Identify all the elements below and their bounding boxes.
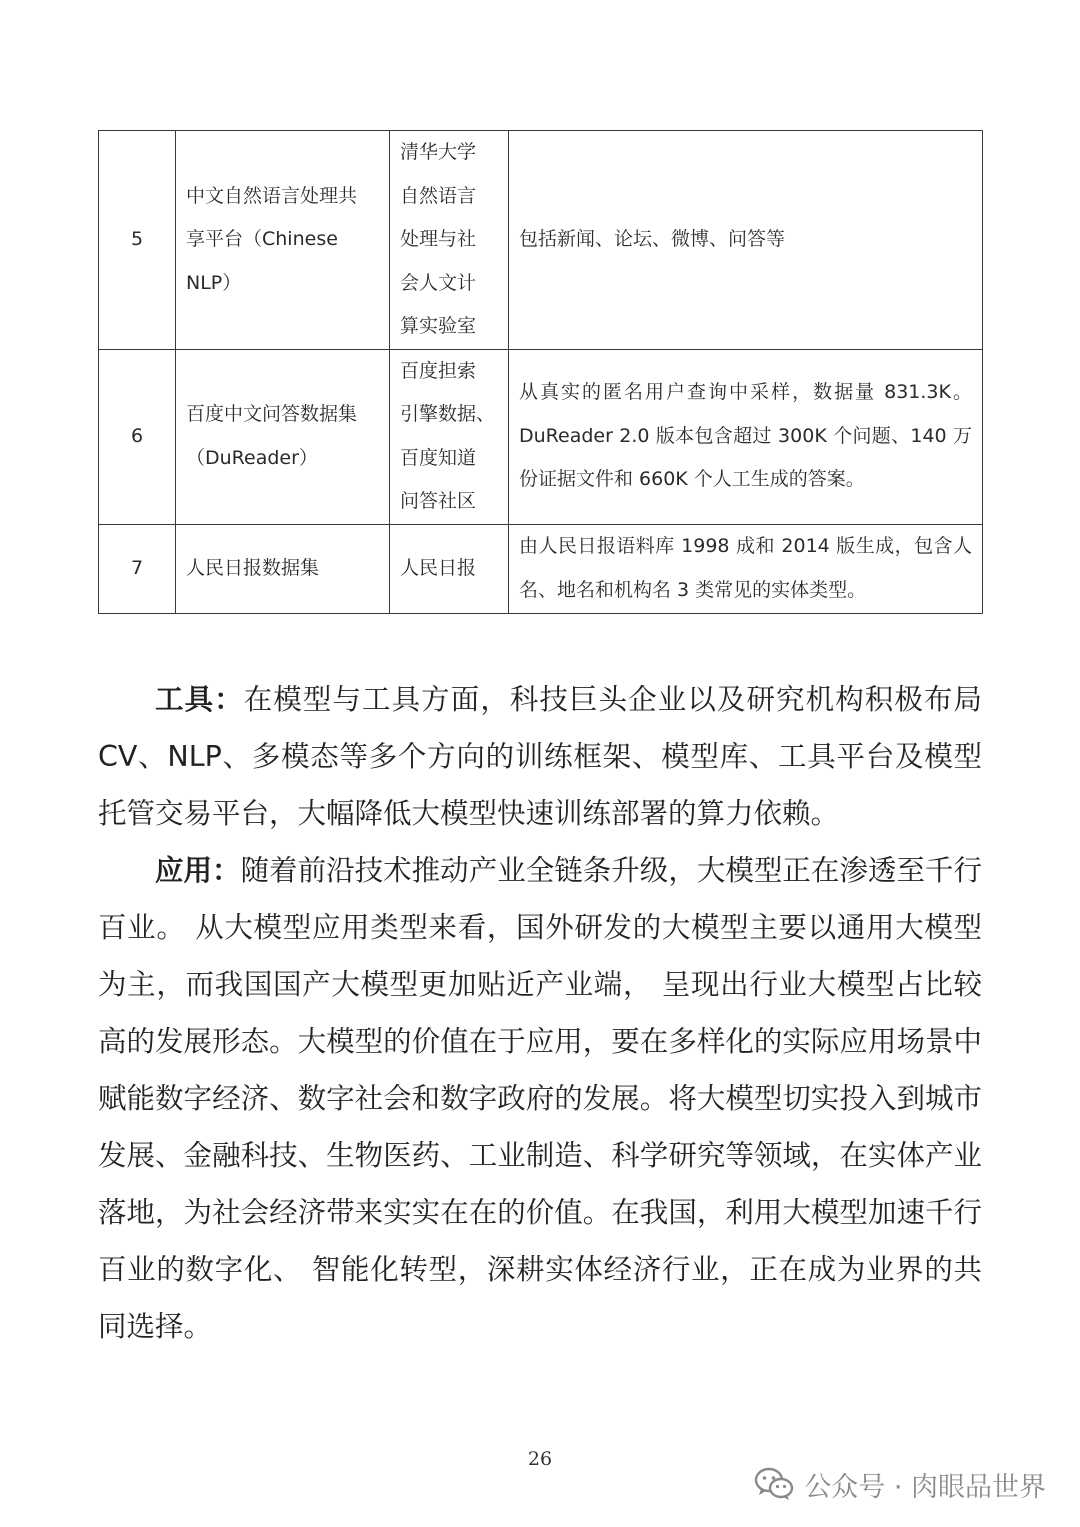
applications-text: 随着前沿技术推动产业全链条升级，大模型正在渗透至千行百业。 从大模型应用类型来看，国外研发的大模型主要以通用大模型为主，而我国国产大模型更加贴近产业端， 呈现出行业大模型占比较高的发展形态。大模型的价值在于应用，要在多样化的实际应用场景中赋能数字经济、数字社会和数字政府的发展。将大模型切实投入到城市发展、金融科技、生物医药、工业制造、科学研究等领域，在实体产业落地，为社会经济带来实实在在的价值。在我国，利用大模型加速千行百业的数字化、 智能化转型，深耕实体经济行业，正在成为业界的共同选择。 — [98, 854, 982, 1343]
dataset-name: 百度中文问答数据集 （DuReader） — [176, 349, 390, 524]
watermark — [754, 1462, 1046, 1506]
table-row — [99, 349, 983, 524]
dataset-name: 人民日报数据集 — [176, 524, 390, 613]
dataset-source: 百度担索 引擎数据、 百度知道 问答社区 — [390, 349, 509, 524]
dataset-table — [98, 130, 983, 614]
table-row — [99, 524, 983, 613]
row-number: 6 — [99, 349, 176, 524]
dataset-description: 由人民日报语料库 1998 成和 2014 版生成，包含人名、地名和机构名 3 类常见的实体类型。 — [509, 524, 983, 613]
applications-paragraph — [98, 842, 982, 1355]
wechat-icon — [754, 1467, 794, 1501]
dataset-source: 清华大学 自然语言 处理与社 会人文计 算实验室 — [390, 131, 509, 350]
row-number: 5 — [99, 131, 176, 350]
applications-lead: 应用： — [155, 854, 241, 887]
page-number: 26 — [527, 1448, 553, 1470]
dataset-name: 中文自然语言处理共 享平台（Chinese NLP） — [176, 131, 390, 350]
dataset-description: 从真实的匿名用户查询中采样，数据量 831.3K。DuReader 2.0 版本包含超过 300K 个问题、140 万份证据文件和 660K 个人工生成的答案。 — [509, 349, 983, 524]
table-row — [99, 131, 983, 350]
dataset-source: 人民日报 — [390, 524, 509, 613]
tools-paragraph — [98, 671, 982, 842]
watermark-text: 公众号 · 肉眼品世界 — [804, 1471, 1046, 1503]
tools-lead: 工具： — [155, 683, 244, 716]
dataset-description: 包括新闻、论坛、微博、问答等 — [509, 131, 983, 350]
row-number: 7 — [99, 524, 176, 613]
tools-text: 在模型与工具方面，科技巨头企业以及研究机构积极布局 CV、NLP、多模态等多个方向的训练框架、模型库、工具平台及模型托管交易平台，大幅降低大模型快速训练部署的算力依赖。 — [98, 683, 982, 830]
